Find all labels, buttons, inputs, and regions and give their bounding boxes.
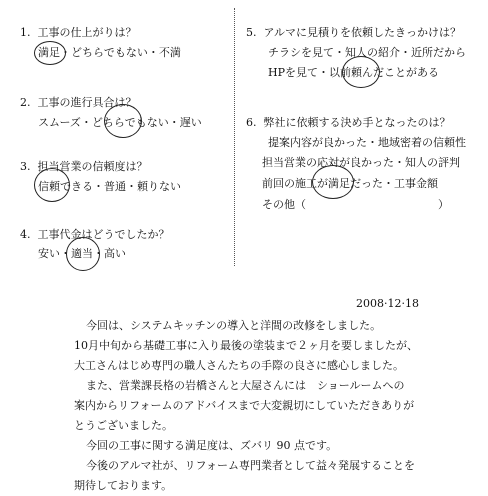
answer-3-options: 信頼できる・普通・頼りない	[38, 180, 181, 193]
message-line: 期待しております。	[74, 479, 173, 492]
message-line: 今後のアルマ社が、リフォーム専門業者として益々発展することを	[86, 459, 416, 472]
question-5: 5. アルマに見積りを依頼したきっかけは？	[246, 26, 462, 39]
answer-6-line-4: その他（ ）	[262, 198, 449, 211]
answer-2-options: スムーズ・どちらでもない・遅い	[38, 116, 202, 129]
message-line: 10月中旬から基礎工事に入り最後の塗装まで２ヶ月を要しましたが、	[74, 339, 418, 352]
message-line: 今回は、システムキッチンの導入と洋間の改修をしました。	[86, 319, 382, 332]
message-line: また、営業課長格の岩橋さんと大屋さんには ショールームへの	[86, 379, 405, 392]
message-line: とうございました。	[74, 419, 173, 432]
answer-6-line-1: 提案内容が良かった・地域密着の信頼性	[268, 136, 466, 149]
date: 2008·12·18	[356, 297, 419, 310]
customer-message	[74, 316, 474, 496]
answer-4-options: 安い・適当・高い	[38, 247, 126, 260]
answer-5-line-2: HPを見て・以前頼んだことがある	[268, 66, 439, 79]
message-line: 今回の工事に関する満足度は、ズバリ 90 点です。	[86, 439, 338, 452]
answer-5-line-1: チラシを見て・知人の紹介・近所だから	[268, 46, 466, 59]
question-3: 3. 担当営業の信頼度は？	[20, 160, 148, 173]
question-4: 4. 工事代金はどうでしたか？	[20, 228, 170, 241]
question-1: 1. 工事の仕上がりは？	[20, 26, 137, 39]
column-divider	[234, 8, 235, 266]
question-2: 2. 工事の進行具合は？	[20, 96, 137, 109]
message-line: 案内からリフォームのアドバイスまで大変親切にしていただきありが	[74, 399, 415, 412]
answer-6-line-3: 前回の施工が満足だった・工事金額	[262, 177, 438, 190]
question-6: 6. 弊社に依頼する決め手となったのは？	[246, 116, 451, 129]
message-line: 大工さんはじめ専門の職人さんたちの手際の良さに感心しました。	[74, 359, 404, 372]
answer-1-options: 満足・どちらでもない・不満	[38, 46, 181, 59]
answer-6-line-2: 担当営業の応対が良かった・知人の評判	[262, 156, 460, 169]
